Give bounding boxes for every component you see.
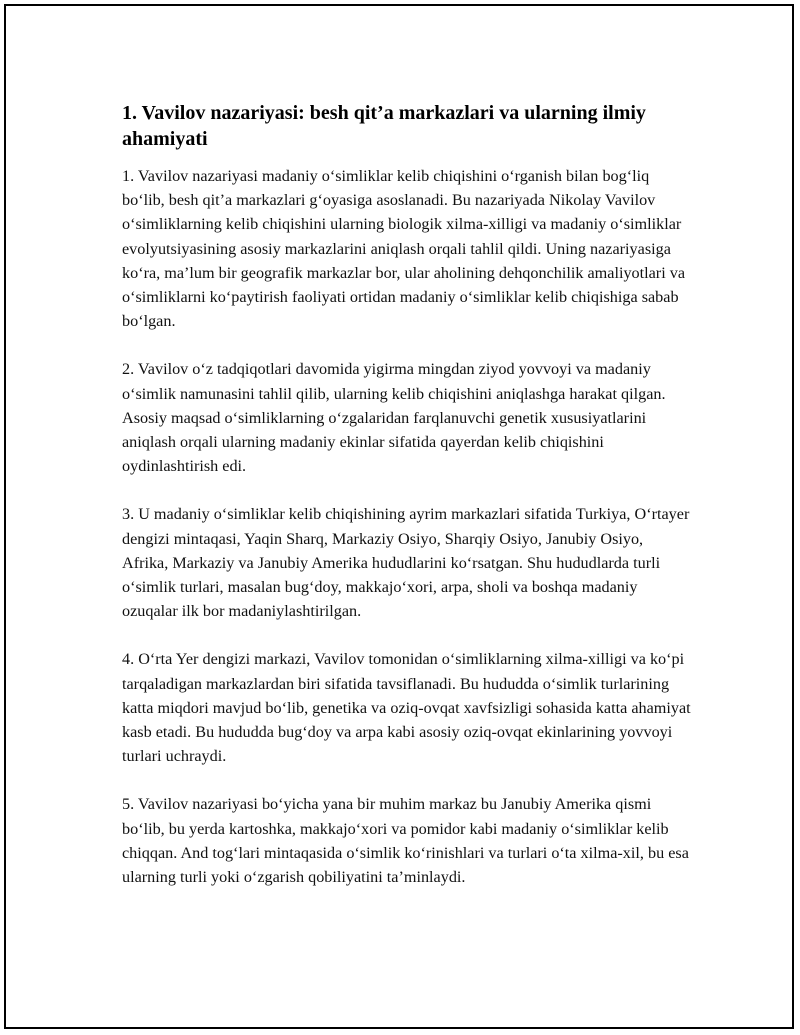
document-title: 1. Vavilov nazariyasi: besh qit’a markazlari va ularning ilmiy ahamiyati (122, 102, 646, 150)
paragraph-1: 1. Vavilov nazariyasi madaniy o‘simliklar kelib chiqishini o‘rganish bilan bog‘liq bo‘lib, besh qit’a markazlari g‘oyasiga asoslanadi. Bu nazariyada Nikolay Vavilov o‘simliklarning kelib chiqishini ularning biologik xilma-xilligi va madaniy o‘simliklar evolyutsiyasining asosiy markazlarini aniqlash orqali tahlil qildi. Uning nazariyasiga ko‘ra, ma’lum bir geografik markazlar bor, ular aholining dehqonchilik amaliyotlari va o‘simliklarni ko‘paytirish faoliyati ortidan madaniy o‘simliklar kelib chiqishiga sabab bo‘lgan. (122, 167, 686, 331)
paragraph-5: 5. Vavilov nazariyasi bo‘yicha yana bir muhim markaz bu Janubiy Amerika qismi bo‘lib, bu yerda kartoshka, makkajo‘xori va pomidor kabi madaniy o‘simliklar kelib chiqqan. And tog‘lari mintaqasida o‘simlik ko‘rinishlari va turlari o‘ta xilma-xil, bu esa ularning turli yoki o‘zgarish qobiliyatini ta’minlaydi. (122, 795, 689, 887)
paragraph-4: 4. O‘rta Yer dengizi markazi, Vavilov tomonidan o‘simliklarning xilma-xilligi va ko‘pi tarqaladigan markazlardan biri sifatida tavsiflanadi. Bu hududda o‘simlik turlarining katta miqdori mavjud bo‘lib, genetika va oziq-ovqat xavfsizligi sohasida katta ahamiyat kasb etadi. Bu hududda bug‘doy va arpa kabi asosiy oziq-ovqat ekinlarining yovvoyi turlari uchraydi. (122, 650, 691, 766)
paragraph-2: 2. Vavilov o‘z tadqiqotlari davomida yigirma mingdan ziyod yovvoyi va madaniy o‘simlik namunasini tahlil qilib, ularning kelib chiqishini aniqlashga harakat qilgan. Asosiy maqsad o‘simliklarning o‘zgalaridan farqlanuvchi genetik xususiyatlarini aniqlash orqali ularning madaniy ekinlar sifatida qayerdan kelib chiqishini oydinlashtirish edi. (122, 360, 666, 476)
document-body (122, 100, 692, 913)
paragraph-3: 3. U madaniy o‘simliklar kelib chiqishining ayrim markazlari sifatida Turkiya, O‘rtayer dengizi mintaqasi, Yaqin Sharq, Markaziy Osiyo, Sharqiy Osiyo, Janubiy Osiyo, Afrika, Markaziy va Janubiy Amerika hududlarini ko‘rsatgan. Shu hududlarda turli o‘simlik turlari, masalan bug‘doy, makkajo‘xori, arpa, sholi va boshqa madaniy ozuqalar ilk bor madaniylashtirilgan. (122, 505, 690, 621)
page-frame (4, 4, 794, 1029)
